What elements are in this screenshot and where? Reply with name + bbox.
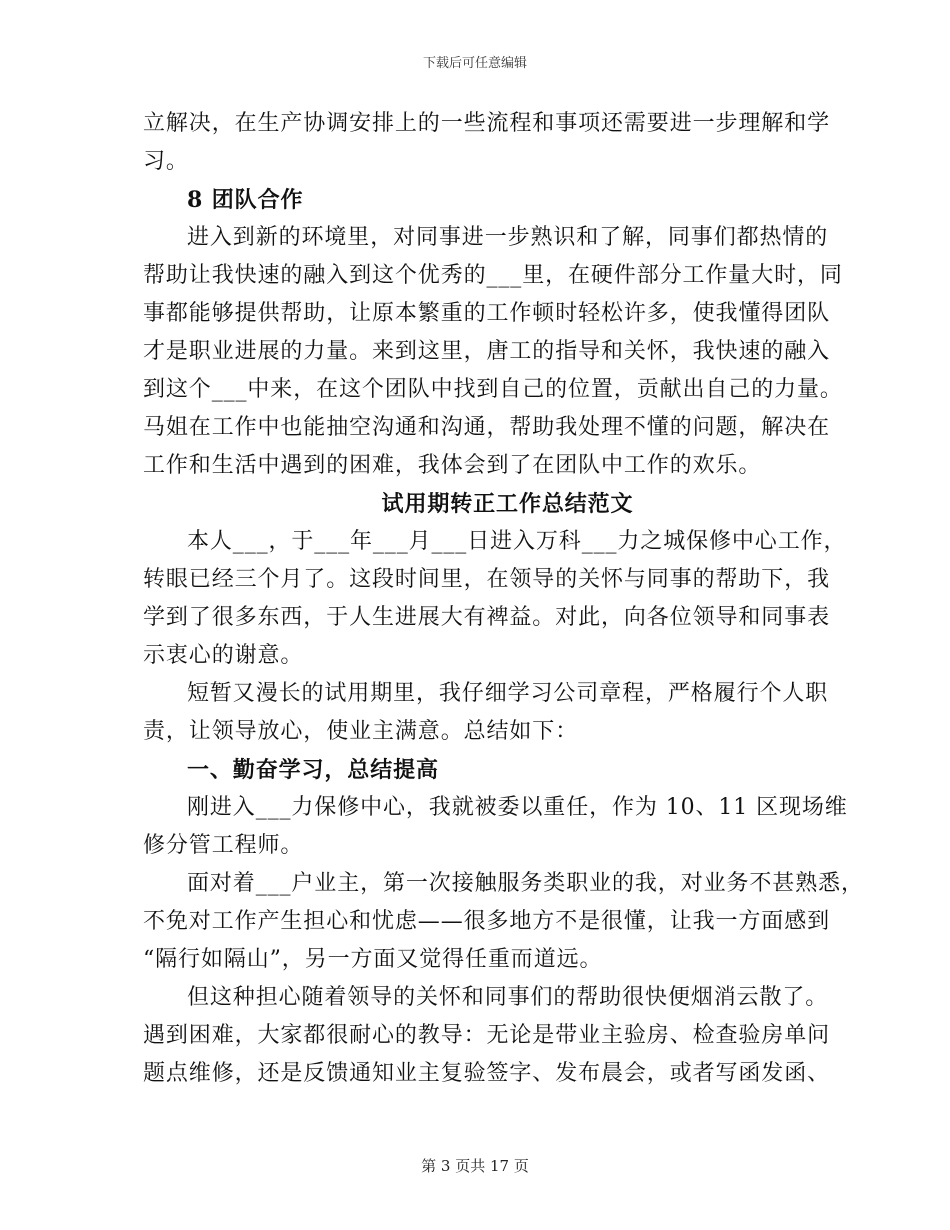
section-heading: 8 团队合作 [187,187,304,213]
paragraph-line: 示衷心的谢意。 [143,643,304,668]
paragraph-line: 短暂又漫长的试用期里，我仔细学习公司章程，严格履行个人职 [187,681,829,706]
paragraph-line: 刚进入___力保修中心，我就被委以重任，作为 10、11 区现场维 [187,795,848,820]
page-header: 下载后可任意编辑 [422,56,527,71]
paragraph-line: 习。 [143,149,189,174]
paragraph-line: 不免对工作产生担心和忧虑——很多地方不是很懂，让我一方面感到 [143,909,831,934]
page-footer: 第 3 页共 17 页 [421,1157,529,1175]
paragraph-line: 本人___，于___年___月___日进入万科___力之城保修中心工作， [187,529,847,554]
paragraph-line: 遇到困难，大家都很耐心的教导：无论是带业主验房、检查验房单问 [143,1023,831,1048]
paragraph-line: 帮助让我快速的融入到这个优秀的___里，在硬件部分工作量大时，同 [143,263,843,288]
paragraph-line: 责，让领导放心，使业主满意。总结如下： [143,719,579,744]
paragraph-line: 工作和生活中遇到的困难，我体会到了在团队中工作的欢乐。 [143,453,762,478]
paragraph-line: 马姐在工作中也能抽空沟通和沟通，帮助我处理不懂的问题，解决在 [143,415,831,440]
paragraph-line: 转眼已经三个月了。这段时间里，在领导的关怀与同事的帮助下，我 [143,567,831,592]
paragraph-line: 立解决，在生产协调安排上的一些流程和事项还需要进一步理解和学 [143,111,831,136]
section-heading: 一、勤奋学习，总结提高 [187,757,439,783]
paragraph-line: 学到了很多东西，于人生进展大有裨益。对此，向各位领导和同事表 [143,605,831,630]
paragraph-line: 面对着___户业主，第一次接触服务类职业的我，对业务不甚熟悉， [187,871,864,896]
paragraph-line: 但这种担心随着领导的关怀和同事们的帮助很快便烟消云散了。 [187,985,829,1010]
section-title: 试用期转正工作总结范文 [381,491,634,517]
paragraph-line: “隔行如隔山”，另一方面又觉得任重而道远。 [143,947,603,972]
paragraph-line: 进入到新的环境里，对同事进一步熟识和了解，同事们都热情的 [187,225,829,250]
paragraph-line: 修分管工程师。 [143,833,304,858]
document-body [143,105,864,1093]
paragraph-line: 才是职业进展的力量。来到这里，唐工的指导和关怀，我快速的融入 [143,339,831,364]
paragraph-line: 事都能够提供帮助，让原本繁重的工作顿时轻松许多，使我懂得团队 [143,301,831,326]
paragraph-line: 到这个___中来，在这个团队中找到自己的位置，贡献出自己的力量。 [143,377,843,402]
paragraph-line: 题点维修，还是反馈通知业主复验签字、发布晨会，或者写函发函、 [143,1061,831,1086]
